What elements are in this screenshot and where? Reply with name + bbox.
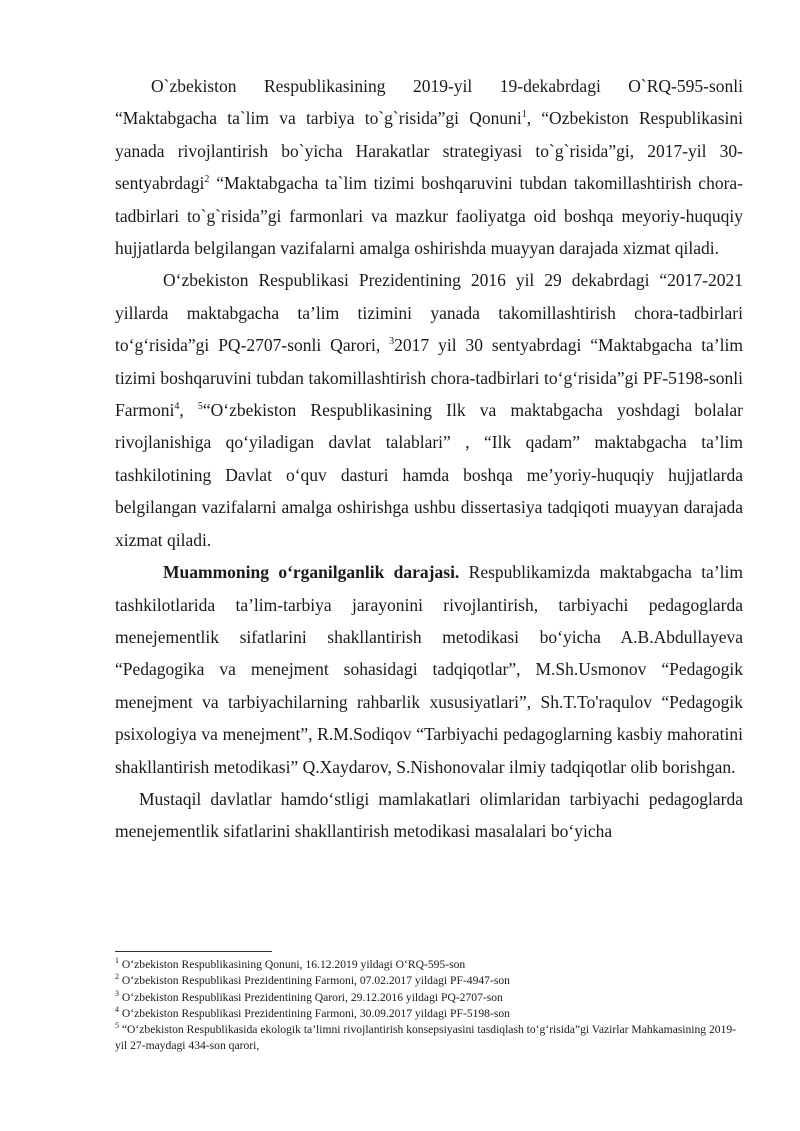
- paragraph-1-text-a: O`zbekiston Respublikasining 2019-yil 19-dekabrdagi O`RQ-595-sonli “Maktabgacha ta`lim va tarbiya to`g`risida”gi Qonuni: [115, 76, 743, 129]
- footnote-text: O‘zbekiston Respublikasi Prezidentining Farmoni, 30.09.2017 yildagi PF-5198-son: [119, 1006, 510, 1020]
- footnote-text: O‘zbekiston Respublikasi Prezidentining Qarori, 29.12.2016 yildagi PQ-2707-son: [119, 990, 503, 1004]
- footnote-5: [115, 1022, 743, 1055]
- footnote-separator: [115, 951, 272, 952]
- paragraph-1-text-c: “Maktabgacha ta`lim tizimi boshqaruvini tubdan takomillashtirish chora-tadbirlari to`g`risida”gi farmonlari va mazkur faoliyatga oid boshqa meyoriy-huquqiy hujjatlarda belgilangan vazifalarni amalga oshirishda muayyan darajada xizmat qiladi.: [115, 173, 743, 259]
- footnote-number: 3: [115, 988, 119, 998]
- footnote-number: 2: [115, 972, 119, 982]
- footnote-ref-4[interactable]: 4: [174, 401, 180, 413]
- paragraph-2-text-b: 2017 yil 30 sentyabrdagi “Maktabgacha ta’lim tizimi boshqaruvini tubdan takomillashtirish chora-tadbirlari to‘g‘risida”gi PF-5198-sonli Farmoni: [115, 335, 743, 421]
- footnote-4: [115, 1006, 743, 1022]
- footnote-text: O‘zbekiston Respublikasi Prezidentining Farmoni, 07.02.2017 yildagi PF-4947-son: [119, 974, 510, 988]
- footnote-number: 5: [115, 1021, 119, 1031]
- paragraph-2-text-a: O‘zbekiston Respublikasi Prezidentining 2016 yil 29 dekabrdagi “2017-2021 yillarda maktabgacha ta’lim tizimini yanada takomillashtirish chora-tadbirlari to‘g‘risida”gi PQ-2707-sonli Qarori,: [115, 270, 743, 356]
- paragraph-4: [115, 783, 743, 848]
- footnote-text: “O‘zbekiston Respublikasida ekologik ta’limni rivojlantirish konsepsiyasini tasdiqlash to‘g‘risida”gi Vazirlar Mahkamasining 2019-yil 27-maydagi 434-son qarori,: [115, 1023, 737, 1053]
- footnote-2: [115, 973, 743, 989]
- footnote-number: 1: [115, 956, 119, 966]
- paragraph-1-text-b: , “Ozbekiston Respublikasini yanada rivojlantirish bo`yicha Harakatlar strategiyasi to`g`risida”gi, 2017-yil 30-sentyabrdagi: [115, 108, 743, 194]
- footnote-ref-5[interactable]: 5: [197, 401, 203, 413]
- footnote-number: 4: [115, 1005, 119, 1015]
- footnote-ref-2[interactable]: 2: [204, 174, 210, 186]
- paragraph-2-text-d: “O‘zbekiston Respublikasining Ilk va maktabgacha yoshdagi bolalar rivojlanishiga qo‘yiladigan davlat talablari” , “Ilk qadam” maktabgacha ta’lim tashkilotining Davlat o‘quv dasturi hamda boshqa me’yoriy-huquqiy hujjatlarda belgilangan vazifalarni amalga oshirishga ushbu dissertasiya tadqiqoti muayyan darajada xizmat qiladi.: [115, 400, 744, 550]
- paragraph-3-text: Respublikamizda maktabgacha ta’lim tashkilotlarida ta’lim-tarbiya jarayonini rivojlantirish, tarbiyachi pedagoglarda menejementlik sifatlarini shakllantirish metodikasi bo‘yicha A.B.Abdullayeva “Pedagogika va menejment sohasidagi tadqiqotlar”, M.Sh.Usmonov “Pedagogik menejment va tarbiyachilarning rahbarlik xususiyatlari”, Sh.T.To'raqulov “Pedagogik psixologiya va menejment”, R.M.Sodiqov “Tarbiyachi pedagoglarning kasbiy mahoratini shakllantirish metodikasi” Q.Xaydarov, S.Nishonovalar ilmiy tadqiqotlar olib borishgan.: [115, 562, 743, 777]
- footnote-1: [115, 957, 743, 973]
- paragraph-3: [115, 556, 743, 783]
- section-heading: Muammoning o‘rganilganlik darajasi.: [163, 562, 460, 583]
- footnote-ref-1[interactable]: 1: [521, 109, 527, 121]
- paragraph-1: [115, 70, 743, 264]
- footnotes: [115, 957, 743, 1055]
- paragraph-2: [115, 264, 743, 556]
- footnote-ref-3[interactable]: 3: [389, 336, 395, 348]
- body-text: [115, 70, 743, 848]
- footnote-3: [115, 990, 743, 1006]
- paragraph-2-text-c: ,: [179, 400, 198, 421]
- footnote-text: O‘zbekiston Respublikasining Qonuni, 16.12.2019 yildagi O‘RQ-595-son: [119, 958, 466, 971]
- paragraph-4-text: Mustaqil davlatlar hamdo‘stligi mamlakatlari olimlaridan tarbiyachi pedagoglarda menejementlik sifatlarini shakllantirish metodikasi masalalari bo‘yicha: [115, 788, 743, 842]
